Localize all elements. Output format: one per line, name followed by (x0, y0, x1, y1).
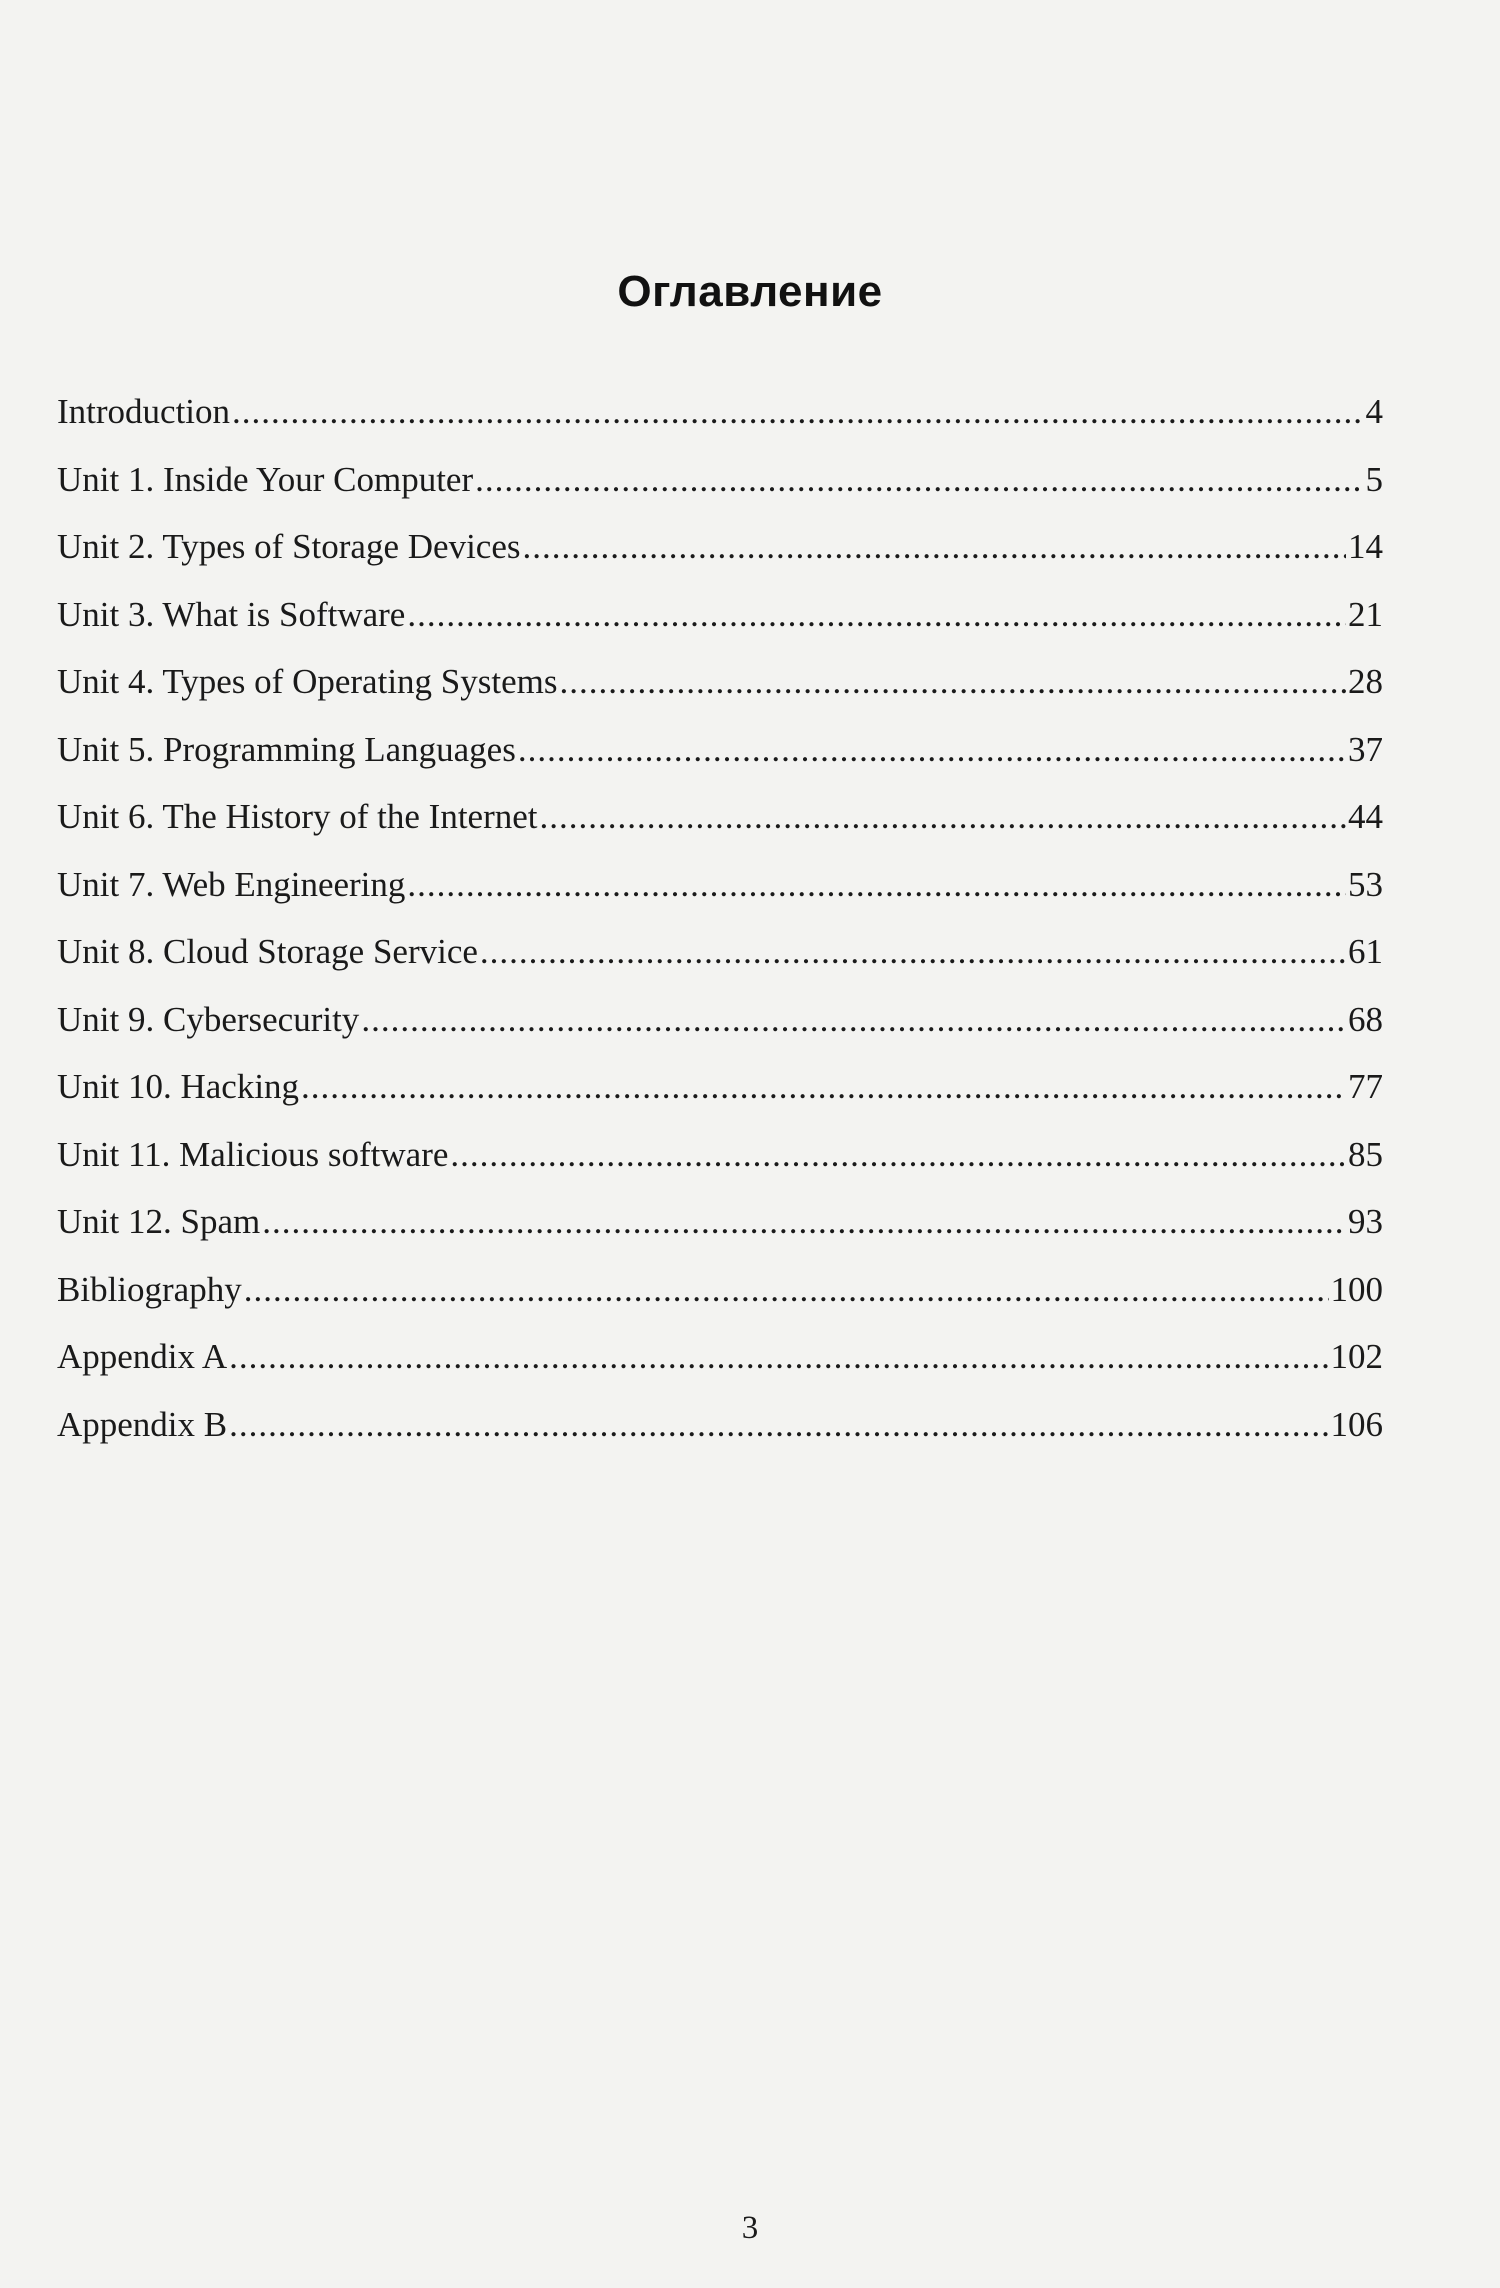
toc-leader-dots (450, 1121, 1346, 1189)
toc-leader-dots (244, 1256, 1329, 1324)
toc-entry-title: Unit 11. Malicious software (57, 1134, 449, 1174)
toc-entry (57, 918, 1383, 986)
toc-leader-dots (480, 918, 1346, 986)
toc-entry (57, 1121, 1383, 1189)
toc-entry (57, 1188, 1383, 1256)
toc-entry (57, 648, 1383, 716)
toc-entry-title: Unit 5. Programming Languages (57, 729, 516, 769)
toc-entry-title: Unit 7. Web Engineering (57, 864, 406, 904)
toc-entry-page: 61 (1348, 932, 1383, 971)
toc-entry-page: 53 (1348, 864, 1383, 904)
toc-entry (57, 1391, 1383, 1459)
toc-entry (57, 1323, 1383, 1391)
toc-entry-title: Appendix A (57, 1337, 228, 1376)
page-number: 3 (741, 2210, 759, 2246)
toc-leader-dots (407, 851, 1346, 919)
toc-entry (57, 581, 1383, 649)
toc-leader-dots (229, 1391, 1328, 1459)
toc-leader-dots (301, 1053, 1346, 1121)
toc-entry-title: Introduction (57, 392, 231, 431)
toc-entry-page: 93 (1348, 1202, 1383, 1241)
toc-entry-title: Unit 4. Types of Operating Systems (57, 662, 558, 701)
toc-entry (57, 1053, 1383, 1121)
toc-entry-title: Unit 3. What is Software (57, 594, 406, 634)
toc-entry-title: Unit 8. Cloud Storage Service (57, 932, 478, 971)
toc-entry-title: Unit 6. The History of the Internet (57, 797, 538, 836)
toc-entry-page: 5 (1365, 459, 1383, 499)
toc-entry-title: Unit 12. Spam (57, 1202, 261, 1241)
toc-entry (57, 378, 1383, 446)
toc-entry (57, 716, 1383, 784)
toc-leader-dots (232, 378, 1363, 446)
toc-entry-page: 68 (1348, 999, 1383, 1039)
toc-entry (57, 851, 1383, 919)
toc-leader-dots (361, 986, 1346, 1054)
toc-leader-dots (540, 783, 1347, 851)
toc-entry-title: Unit 9. Cybersecurity (57, 999, 360, 1039)
toc-entry-page: 21 (1348, 594, 1383, 634)
toc-entry-title: Unit 1. Inside Your Computer (57, 459, 474, 499)
toc-leader-dots (229, 1323, 1328, 1391)
toc-entry (57, 446, 1383, 514)
toc-entry-page: 37 (1348, 729, 1383, 769)
toc-entry-page: 106 (1330, 1404, 1383, 1444)
toc-leader-dots (518, 716, 1346, 784)
toc-entry-page: 77 (1348, 1067, 1383, 1106)
toc-entry-page: 102 (1330, 1337, 1383, 1376)
toc-leader-dots (475, 446, 1363, 514)
toc-entry-title: Unit 2. Types of Storage Devices (57, 527, 521, 566)
toc-entry (57, 986, 1383, 1054)
table-of-contents (57, 378, 1383, 1458)
toc-leader-dots (522, 513, 1346, 581)
toc-entry-page: 4 (1365, 392, 1383, 431)
toc-entry-page: 28 (1348, 662, 1383, 701)
toc-entry-page: 14 (1348, 527, 1383, 566)
toc-entry (57, 513, 1383, 581)
page-title: Оглавление (617, 267, 883, 317)
toc-entry-page: 44 (1348, 797, 1383, 836)
toc-entry (57, 783, 1383, 851)
toc-entry-title: Unit 10. Hacking (57, 1067, 300, 1106)
toc-leader-dots (262, 1188, 1346, 1256)
toc-entry (57, 1256, 1383, 1324)
toc-entry-page: 85 (1348, 1134, 1383, 1174)
toc-leader-dots (407, 581, 1346, 649)
toc-entry-title: Bibliography (57, 1269, 242, 1309)
toc-entry-title: Appendix B (57, 1404, 228, 1444)
toc-entry-page: 100 (1330, 1269, 1383, 1309)
toc-leader-dots (559, 648, 1346, 716)
